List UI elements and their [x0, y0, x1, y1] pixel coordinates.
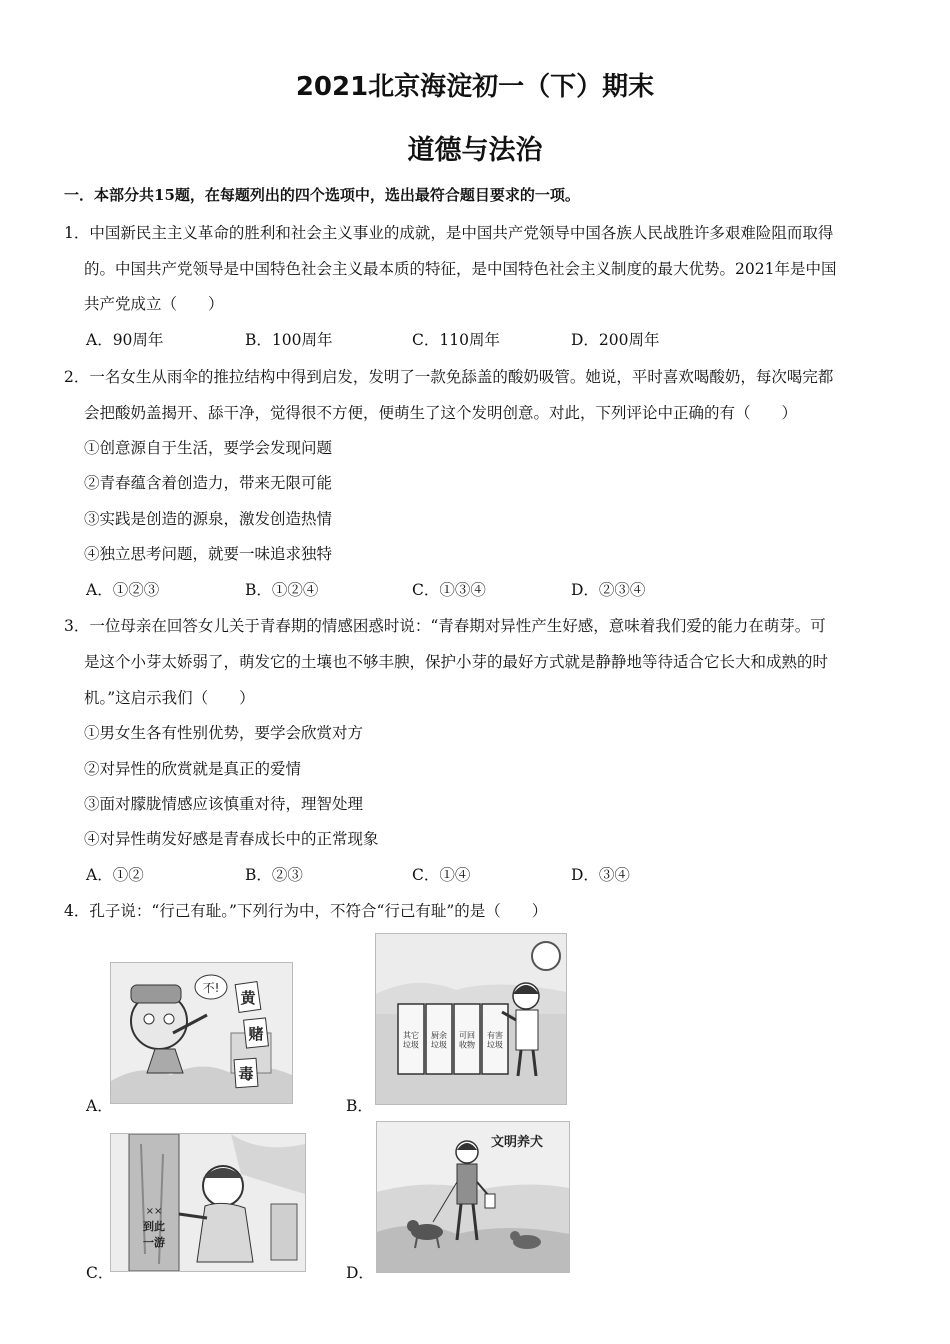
card-text-2: 赌	[248, 1025, 264, 1043]
q4-picture-b	[375, 933, 567, 1105]
q2-option-a: A．①②③	[86, 581, 160, 599]
q1-option-c: C．110周年	[412, 331, 500, 349]
q3-item-1: ①男女生各有性别优势，要学会欣赏对方	[84, 724, 364, 742]
q2-item-4: ④独立思考问题，就要一味追求独特	[84, 545, 333, 563]
q2-line-2: 会把酸奶盖揭开、舔干净，觉得很不方便，便萌生了这个发明创意。对此，下列评论中正确的有（ ）	[84, 404, 798, 422]
q2-option-d: D．②③④	[571, 581, 646, 599]
q1-line-1: 1．中国新民主主义革命的胜利和社会主义事业的成就，是中国共产党领导中国各族人民战胜许多艰难险阻而取得	[64, 224, 834, 242]
q1-option-b: B．100周年	[245, 331, 333, 349]
q1-line-3: 共产党成立（ ）	[84, 295, 224, 313]
subject-title: 道德与法治	[407, 135, 543, 166]
graffiti-text-1: ××	[145, 1206, 163, 1217]
q2-item-2: ②青春蕴含着创造力，带来无限可能	[84, 474, 333, 492]
q4-label-b: B．	[346, 1097, 373, 1115]
bin-label-2: 厨余垃圾	[431, 1031, 447, 1050]
q3-option-d: D．③④	[571, 866, 630, 884]
bin-label-1: 其它垃圾	[403, 1031, 419, 1050]
q2-item-3: ③实践是创造的源泉，激发创造热情	[84, 510, 333, 528]
q1-line-2: 的。中国共产党领导是中国特色社会主义最本质的特征，是中国特色社会主义制度的最大优势。2021年是中国	[84, 260, 837, 278]
refusing-vices-illustration	[111, 963, 292, 1103]
q2-line-1: 2．一名女生从雨伞的推拉结构中得到启发，发明了一款免舔盖的酸奶吸管。她说，平时喜欢喝酸奶，每次喝完都	[64, 368, 834, 386]
q3-option-b: B．②③	[245, 866, 303, 884]
garbage-sorting-illustration	[376, 934, 566, 1104]
page-title: 2021北京海淀初一（下）期末	[295, 72, 655, 102]
dog-walking-illustration	[377, 1122, 569, 1272]
card-text-1: 黄	[240, 989, 256, 1007]
q4-label-d: D．	[346, 1264, 374, 1282]
tree-graffiti-illustration	[111, 1134, 305, 1271]
q3-option-c: C．①④	[412, 866, 471, 884]
bin-label-3: 可回收物	[459, 1031, 475, 1050]
q2-option-c: C．①③④	[412, 581, 486, 599]
q2-item-1: ①创意源自于生活，要学会发现问题	[84, 439, 333, 457]
section-heading: 一．本部分共15题，在每题列出的四个选项中，选出最符合题目要求的一项。	[64, 186, 580, 204]
q1-option-d: D．200周年	[571, 331, 660, 349]
q3-item-2: ②对异性的欣赏就是真正的爱情	[84, 760, 302, 778]
q4-picture-c	[110, 1133, 306, 1272]
q3-option-a: A．①②	[86, 866, 144, 884]
graffiti-text-2: 到此	[143, 1220, 165, 1233]
card-text-3: 毒	[238, 1065, 254, 1083]
q1-option-a: A．90周年	[86, 331, 164, 349]
q3-item-3: ③面对朦胧情感应该慎重对待，理智处理	[84, 795, 364, 813]
q3-line-3: 机。”这启示我们（ ）	[84, 689, 255, 707]
bin-label-4: 有害垃圾	[487, 1031, 503, 1050]
q3-line-1: 3．一位母亲在回答女儿关于青春期的情感困惑时说：“青春期对异性产生好感，意味着我们爱的能力在萌芽。可	[64, 617, 826, 635]
q4-picture-d	[376, 1121, 570, 1273]
graffiti-text-3: 一游	[143, 1236, 165, 1249]
q3-item-4: ④对异性萌发好感是青春成长中的正常现象	[84, 830, 379, 848]
q4-label-a: A．	[86, 1097, 113, 1115]
q2-option-b: B．①②④	[245, 581, 319, 599]
q4-picture-a	[110, 962, 293, 1104]
q4-stem: 4．孔子说：“行己有耻。”下列行为中，不符合“行己有耻”的是（ ）	[64, 902, 548, 920]
civilized-dog-text: 文明养犬	[490, 1135, 544, 1150]
speech-bubble-text: 不!	[202, 981, 220, 995]
q4-label-c: C．	[86, 1264, 114, 1282]
q3-line-2: 是这个小芽太娇弱了，萌发它的土壤也不够丰腴，保护小芽的最好方式就是静静地等待适合它长大和成熟的时	[84, 653, 829, 671]
